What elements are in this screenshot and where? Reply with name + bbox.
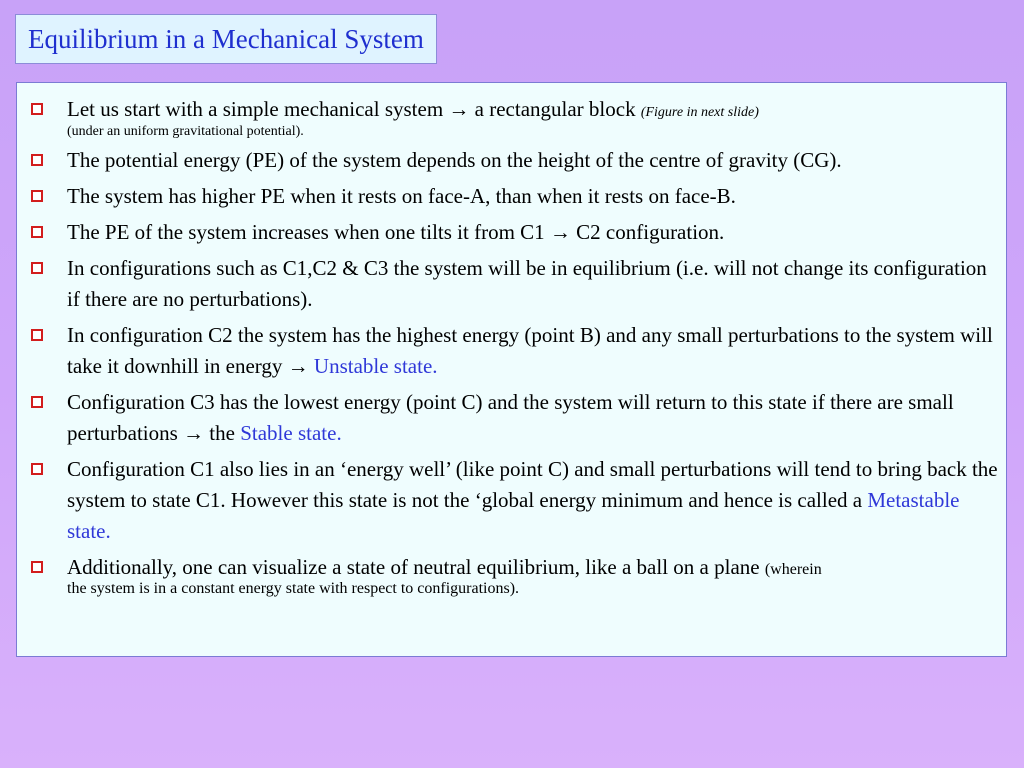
content-panel bbox=[16, 82, 1007, 657]
bullet-item bbox=[31, 217, 1000, 248]
unstable-state-label: Unstable state. bbox=[313, 354, 438, 378]
bullet-item bbox=[31, 552, 1000, 597]
bullet-item bbox=[31, 181, 1000, 212]
bullet-text: Let us start with a simple mechanical system → a rectangular block bbox=[67, 97, 636, 121]
bullet-small-note: (under an uniform gravitational potential). bbox=[67, 124, 304, 139]
stable-state-label: Stable state. bbox=[240, 421, 342, 445]
metastable-state-label: Metastable state. bbox=[67, 488, 960, 543]
bullet-text: Configuration C1 also lies in an ‘energy well’ (like point C) and small perturbations will tend to bring back the system to state C1. However this state is not the ‘global energy minimum and hence is called a bbox=[67, 457, 998, 512]
bullet-text: In configurations such as C1,C2 & C3 the system will be in equilibrium (i.e. will not change its configuration if there are no perturbations). bbox=[67, 256, 987, 311]
bullet-text: The system has higher PE when it rests on face-A, than when it rests on face-B. bbox=[67, 184, 736, 208]
bullet-item bbox=[31, 320, 1000, 382]
bullet-text: In configuration C2 the system has the highest energy (point B) and any small perturbations to the system will take it downhill in energy → bbox=[67, 323, 993, 378]
checkbox-square-icon bbox=[31, 190, 43, 202]
bullet-text: The PE of the system increases when one tilts it from C1 → C2 configuration. bbox=[67, 220, 725, 244]
bullet-text: Configuration C3 has the lowest energy (point C) and the system will return to this state if there are small perturbations → the bbox=[67, 390, 954, 445]
bullet-item bbox=[31, 387, 1000, 449]
figure-note: (Figure in next slide) bbox=[640, 105, 759, 120]
bullet-item bbox=[31, 253, 1000, 315]
bullet-item bbox=[31, 145, 1000, 176]
checkbox-square-icon bbox=[31, 396, 43, 408]
checkbox-square-icon bbox=[31, 329, 43, 341]
checkbox-square-icon bbox=[31, 103, 43, 115]
checkbox-square-icon bbox=[31, 154, 43, 166]
slide-title: Equilibrium in a Mechanical System bbox=[28, 23, 424, 54]
bullet-list bbox=[31, 94, 1000, 597]
checkbox-square-icon bbox=[31, 262, 43, 274]
checkbox-square-icon bbox=[31, 226, 43, 238]
bullet-tail-note-line: the system is in a constant energy state with respect to configurations). bbox=[67, 580, 520, 597]
bullet-item bbox=[31, 94, 1000, 140]
slide-title-box bbox=[15, 14, 437, 64]
checkbox-square-icon bbox=[31, 463, 43, 475]
bullet-text: The potential energy (PE) of the system depends on the height of the centre of gravity (CG). bbox=[67, 148, 842, 172]
bullet-tail-note: (wherein bbox=[764, 561, 822, 578]
bullet-item bbox=[31, 454, 1000, 547]
checkbox-square-icon bbox=[31, 561, 43, 573]
bullet-text: Additionally, one can visualize a state of neutral equilibrium, like a ball on a plane bbox=[67, 555, 760, 579]
